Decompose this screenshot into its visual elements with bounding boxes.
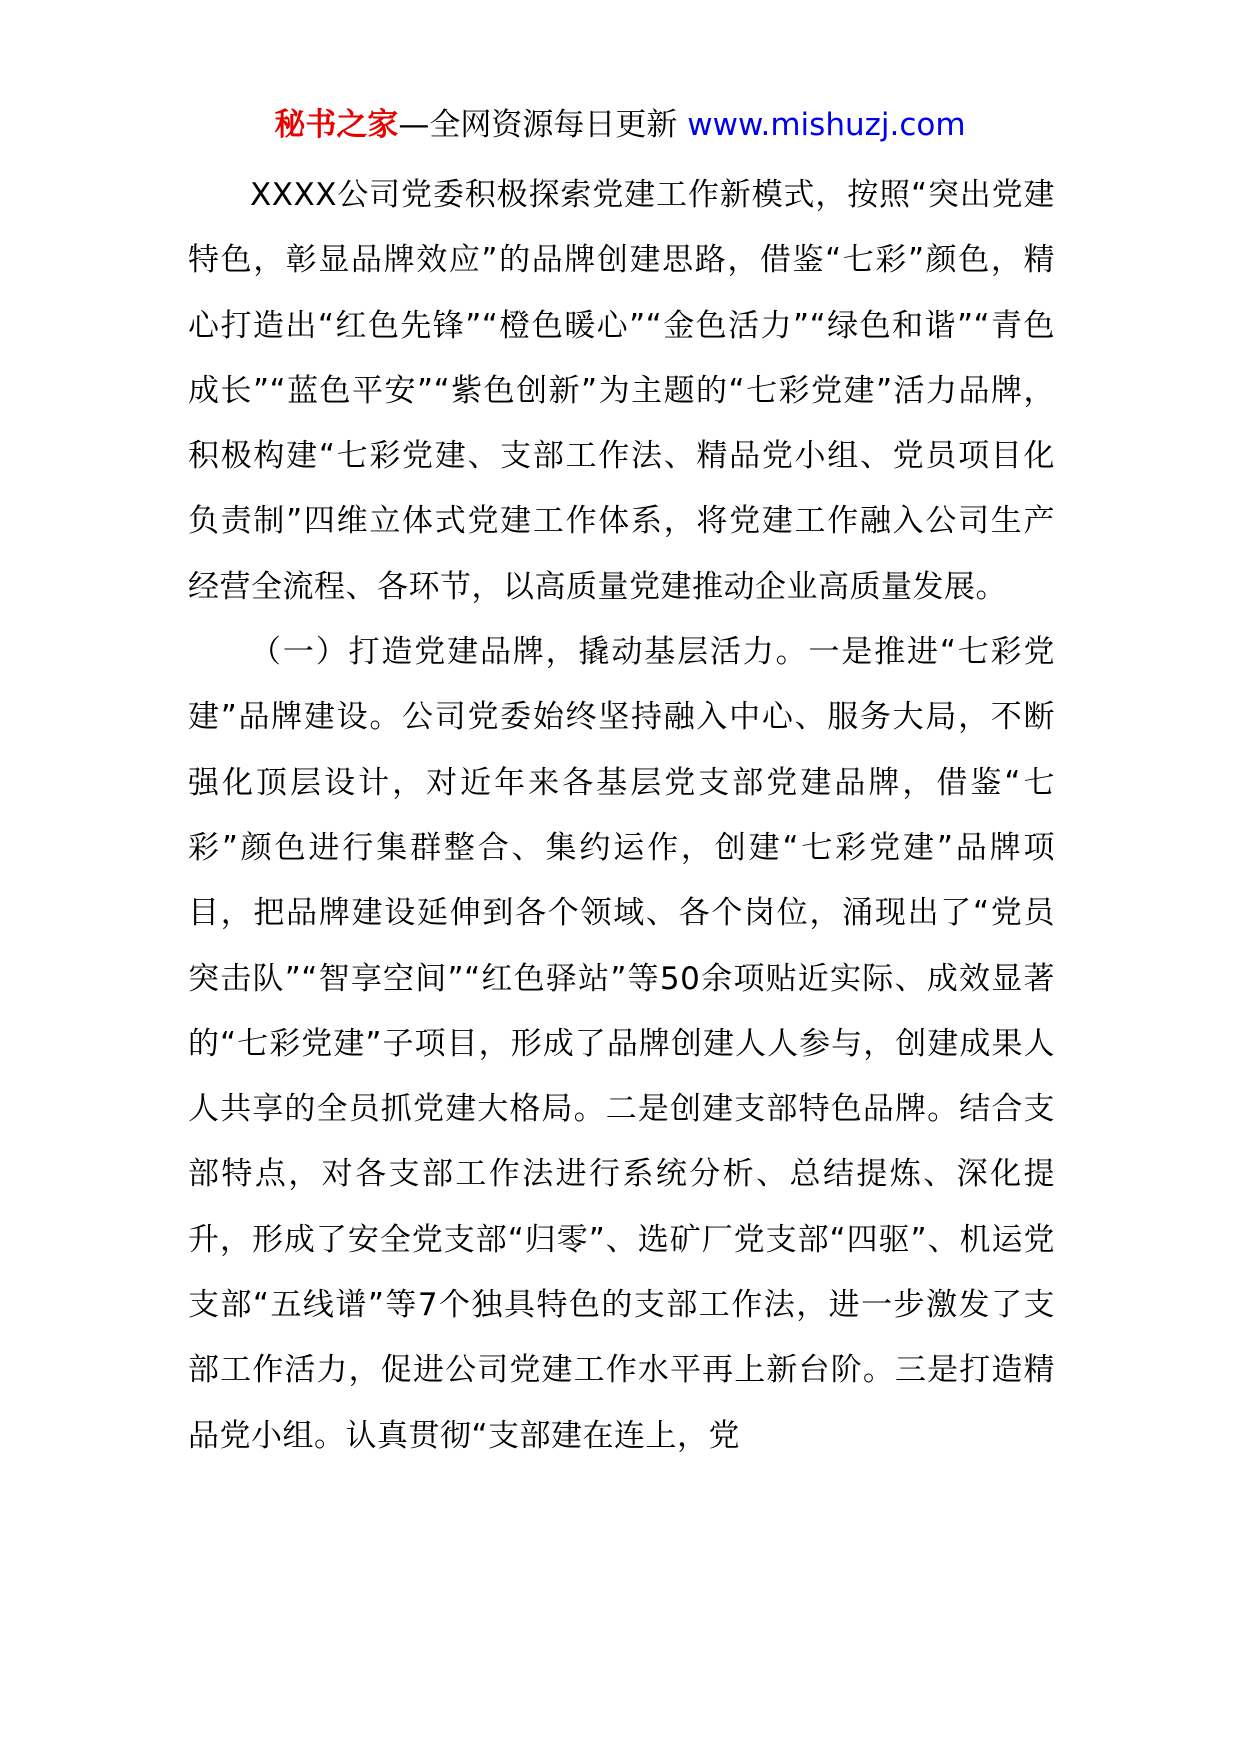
- site-header: [0, 104, 1240, 146]
- site-brand: 秘书之家: [274, 107, 399, 143]
- document-body: [188, 163, 1055, 1469]
- site-url-link[interactable]: www.mishuzj.com: [687, 107, 966, 143]
- paragraph-intro: XXXX公司党委积极探索党建工作新模式，按照“突出党建特色，彰显品牌效应”的品牌创建思路，借鉴“七彩”颜色，精心打造出“红色先锋”“橙色暖心”“金色活力”“绿色和谐”“青色成长”“蓝色平安”“紫色创新”为主题的“七彩党建”活力品牌，积极构建“七彩党建、支部工作法、精品党小组、党员项目化负责制”四维立体式党建工作体系，将党建工作融入公司生产经营全流程、各环节，以高质量党建推动企业高质量发展。: [188, 177, 1055, 605]
- site-tagline: —全网资源每日更新: [398, 107, 688, 143]
- paragraph-section-1: （一）打造党建品牌，撬动基层活力。一是推进“七彩党建”品牌建设。公司党委始终坚持融入中心、服务大局，不断强化顶层设计，对近年来各基层党支部党建品牌，借鉴“七彩”颜色进行集群整合、集约运作，创建“七彩党建”品牌项目，把品牌建设延伸到各个领域、各个岗位，涌现出了“党员突击队”“智享空间”“红色驿站”等50余项贴近实际、成效显著的“七彩党建”子项目，形成了品牌创建人人参与，创建成果人人共享的全员抓党建大格局。二是创建支部特色品牌。结合支部特点，对各支部工作法进行系统分析、总结提炼、深化提升，形成了安全党支部“归零”、选矿厂党支部“四驱”、机运党支部“五线谱”等7个独具特色的支部工作法，进一步激发了支部工作活力，促进公司党建工作水平再上新台阶。三是打造精品党小组。认真贯彻“支部建在连上，党: [188, 634, 1055, 1454]
